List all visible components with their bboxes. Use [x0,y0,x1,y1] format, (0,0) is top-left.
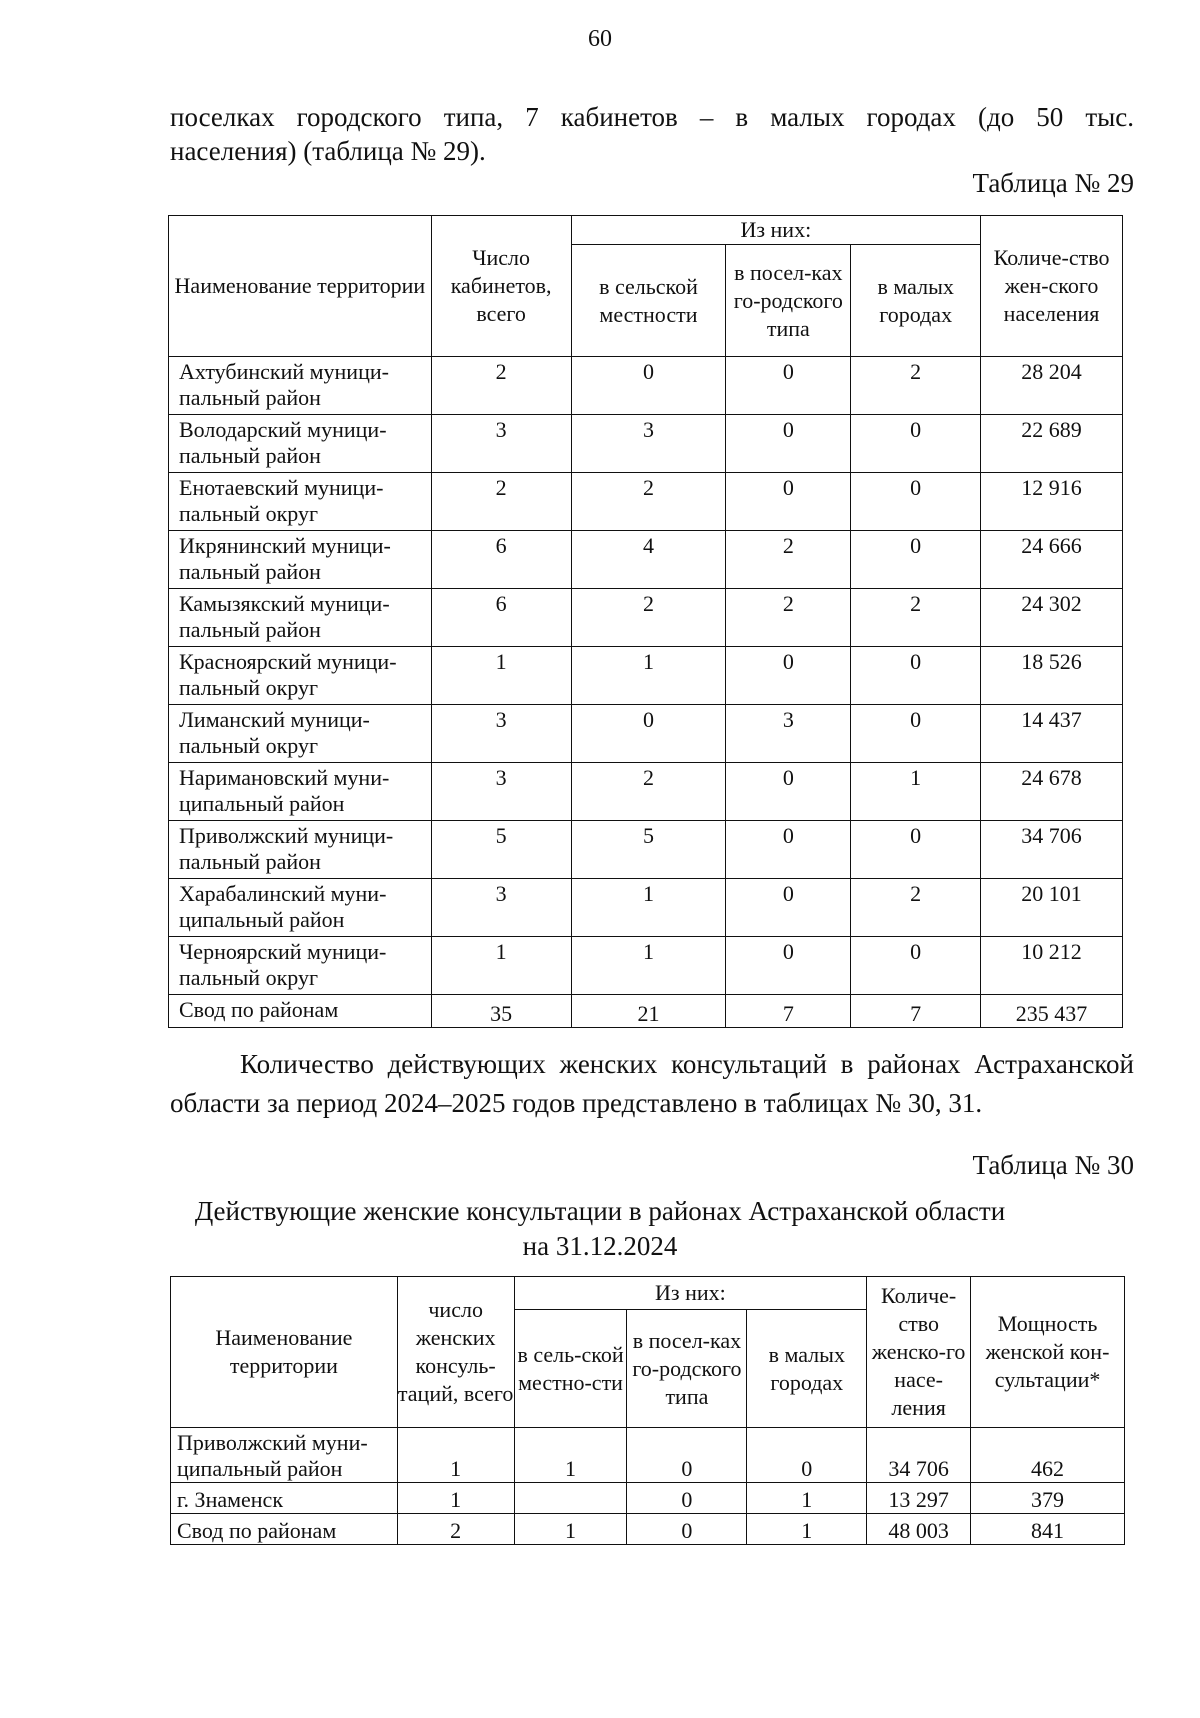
header-capacity: Мощность женской кон-сультации* [971,1277,1125,1428]
cell-female-pop: 48 003 [867,1514,971,1545]
cell-capacity: 379 [971,1483,1125,1514]
cell-urban-type: 2 [726,589,851,647]
cell-rural: 1 [514,1514,627,1545]
header-urban-type: в посел-ках го-родского типа [726,245,851,357]
header-small-towns: в малых городах [747,1310,867,1428]
cell-rural: 21 [571,995,726,1028]
cell-name: Свод по районам [169,995,432,1028]
cell-urban-type: 2 [726,531,851,589]
cell-name: Лиманский муници-пальный округ [169,705,432,763]
cell-small-towns: 1 [851,763,981,821]
cell-total: 35 [431,995,571,1028]
cell-name: Харабалинский муни-ципальный район [169,879,432,937]
paragraph-2: Количество действующих женских консультаций в районах Астраханской области за период 2024–2025 годов представлено в таблицах № 30, 31. [170,1049,1134,1118]
cell-female-pop: 34 706 [867,1428,971,1483]
cell-rural: 1 [571,879,726,937]
cell-female-pop: 24 666 [981,531,1123,589]
cell-name: Камызякский муници-пальный район [169,589,432,647]
header-rural: в сель-ской местно-сти [514,1310,627,1428]
cell-rural: 0 [571,357,726,415]
cell-name: Володарский муници-пальный район [169,415,432,473]
cell-small-towns: 0 [851,821,981,879]
cell-female-pop: 10 212 [981,937,1123,995]
table-row [169,473,1123,531]
table-30-title-line-1: Действующие женские консультации в районах Астраханской области [194,1196,1006,1226]
cell-name: Красноярский муници-пальный округ [169,647,432,705]
table-row [171,1483,1125,1514]
header-small-towns: в малых городах [851,245,981,357]
header-female-population: Количе-ство женско-го насе-ления [867,1277,971,1428]
cell-name: Черноярский муници-пальный округ [169,937,432,995]
cell-urban-type: 0 [627,1483,747,1514]
table-29 [168,215,1123,1028]
header-rural: в сельской местности [571,245,726,357]
cell-name: Наримановский муни-ципальный район [169,763,432,821]
cell-total: 2 [431,473,571,531]
table-row [169,937,1123,995]
table-row [169,879,1123,937]
cell-female-pop: 13 297 [867,1483,971,1514]
cell-female-pop: 34 706 [981,821,1123,879]
cell-rural: 2 [571,589,726,647]
header-of-them: Из них: [514,1277,867,1310]
cell-female-pop: 12 916 [981,473,1123,531]
cell-name: Ахтубинский муници-пальный район [169,357,432,415]
cell-urban-type: 7 [726,995,851,1028]
cell-female-pop: 24 678 [981,763,1123,821]
cell-total: 1 [397,1483,514,1514]
cell-capacity: 841 [971,1514,1125,1545]
intro-paragraph [170,100,1134,168]
table-row [169,357,1123,415]
cell-small-towns: 0 [851,473,981,531]
total-row [171,1514,1125,1545]
table-row [169,821,1123,879]
cell-urban-type: 3 [726,705,851,763]
cell-small-towns: 2 [851,357,981,415]
intro-line-2: населения) (таблица № 29). [170,136,486,166]
cell-small-towns: 0 [851,647,981,705]
table-30-title [0,1194,1200,1264]
table-29-caption: Таблица № 29 [972,168,1134,198]
cell-small-towns: 0 [747,1428,867,1483]
cell-name: г. Знаменск [171,1483,398,1514]
cell-total: 1 [431,937,571,995]
header-name: Наименование территории [171,1277,398,1428]
table-row [169,705,1123,763]
table-row [169,531,1123,589]
cell-small-towns: 1 [747,1483,867,1514]
cell-rural: 1 [514,1428,627,1483]
cell-small-towns: 0 [851,531,981,589]
cell-small-towns: 2 [851,879,981,937]
cell-small-towns: 0 [851,937,981,995]
cell-total: 6 [431,589,571,647]
header-name: Наименование территории [169,216,432,357]
cell-total: 1 [431,647,571,705]
cell-name: Енотаевский муници-пальный округ [169,473,432,531]
cell-rural: 2 [571,763,726,821]
cell-total: 3 [431,415,571,473]
cell-rural: 4 [571,531,726,589]
cell-urban-type: 0 [726,879,851,937]
cell-rural: 3 [571,415,726,473]
cell-rural [514,1483,627,1514]
cell-total: 2 [431,357,571,415]
cell-rural: 1 [571,937,726,995]
cell-total: 3 [431,879,571,937]
header-total: число женских консуль-таций, всего [397,1277,514,1428]
cell-small-towns: 0 [851,705,981,763]
cell-rural: 2 [571,473,726,531]
header-female-population: Количе-ство жен-ского населения [981,216,1123,357]
cell-small-towns: 2 [851,589,981,647]
cell-female-pop: 28 204 [981,357,1123,415]
cell-total: 3 [431,763,571,821]
cell-urban-type: 0 [726,937,851,995]
cell-total: 2 [397,1514,514,1545]
header-of-them: Из них: [571,216,981,245]
cell-total: 3 [431,705,571,763]
cell-female-pop: 20 101 [981,879,1123,937]
table-row [169,415,1123,473]
cell-name: Приволжский муници-пальный район [169,821,432,879]
cell-small-towns: 1 [747,1514,867,1545]
table-30-caption: Таблица № 30 [972,1150,1134,1180]
table-30-title-line-2: на 31.12.2024 [522,1231,678,1261]
table-row [171,1428,1125,1483]
cell-small-towns: 0 [851,415,981,473]
page-number: 60 [588,26,612,52]
cell-capacity: 462 [971,1428,1125,1483]
cell-female-pop: 22 689 [981,415,1123,473]
cell-urban-type: 0 [726,763,851,821]
cell-name: Свод по районам [171,1514,398,1545]
cell-total: 6 [431,531,571,589]
cell-name: Приволжский муни-ципальный район [171,1428,398,1483]
cell-urban-type: 0 [726,415,851,473]
total-row [169,995,1123,1028]
cell-small-towns: 7 [851,995,981,1028]
intro-line-1: поселках городского типа, 7 кабинетов – в малых городах (до 50 тыс. [170,102,1134,132]
cell-urban-type: 0 [726,473,851,531]
table-30 [170,1276,1125,1545]
cell-female-pop: 24 302 [981,589,1123,647]
cell-total: 5 [431,821,571,879]
cell-female-pop: 14 437 [981,705,1123,763]
cell-female-pop: 235 437 [981,995,1123,1028]
table-row [169,589,1123,647]
header-total: Число кабинетов, всего [431,216,571,357]
cell-total: 1 [397,1428,514,1483]
table-row [169,763,1123,821]
cell-urban-type: 0 [627,1514,747,1545]
cell-urban-type: 0 [627,1428,747,1483]
table-row [169,647,1123,705]
cell-rural: 1 [571,647,726,705]
cell-urban-type: 0 [726,821,851,879]
header-urban-type: в посел-ках го-родского типа [627,1310,747,1428]
cell-rural: 5 [571,821,726,879]
cell-rural: 0 [571,705,726,763]
cell-urban-type: 0 [726,357,851,415]
cell-name: Икрянинский муници-пальный район [169,531,432,589]
cell-female-pop: 18 526 [981,647,1123,705]
cell-urban-type: 0 [726,647,851,705]
